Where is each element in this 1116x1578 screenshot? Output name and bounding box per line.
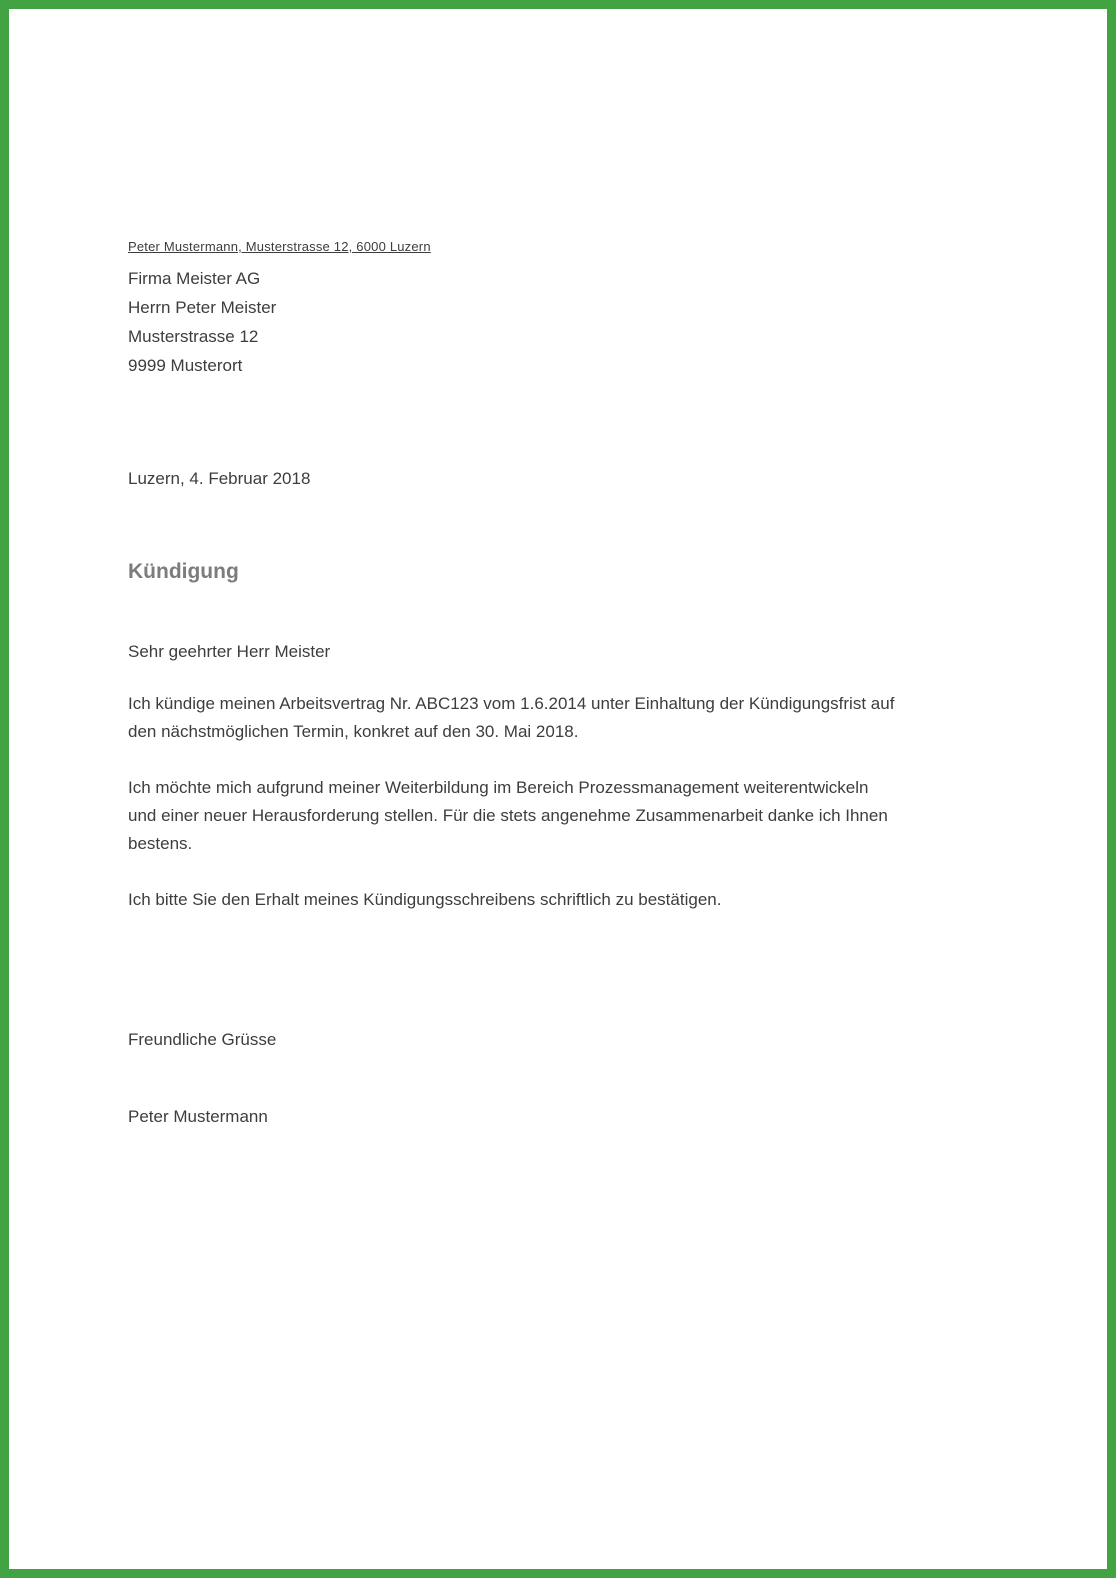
letter-content — [128, 239, 918, 1127]
subject-heading: Kündigung — [128, 560, 239, 583]
recipient-city: 9999 Musterort — [128, 356, 243, 375]
recipient-name: Herrn Peter Meister — [128, 298, 277, 317]
recipient-company: Firma Meister AG — [128, 269, 261, 288]
body-paragraph-2: Ich möchte mich aufgrund meiner Weiterbildung im Bereich Prozessmanagement weiterentwickeln und einer neuer Herausforderung stellen. Für die stets angenehme Zusammenarbeit danke ich Ihnen bestens. — [128, 778, 888, 853]
recipient-address-block — [128, 264, 918, 380]
salutation: Sehr geehrter Herr Meister — [128, 642, 331, 661]
recipient-street: Musterstrasse 12 — [128, 327, 259, 346]
body-paragraph-1: Ich kündige meinen Arbeitsvertrag Nr. ABC123 vom 1.6.2014 unter Einhaltung der Kündigungsfrist auf den nächstmöglichen Termin, konkret auf den 30. Mai 2018. — [128, 694, 895, 741]
closing-line: Freundliche Grüsse — [128, 1030, 277, 1049]
date-line: Luzern, 4. Februar 2018 — [128, 469, 311, 488]
body-paragraph-3: Ich bitte Sie den Erhalt meines Kündigungsschreibens schriftlich zu bestätigen. — [128, 890, 722, 909]
signature-name: Peter Mustermann — [128, 1107, 268, 1126]
sender-address-line: Peter Mustermann, Musterstrasse 12, 6000 Luzern — [128, 239, 431, 254]
